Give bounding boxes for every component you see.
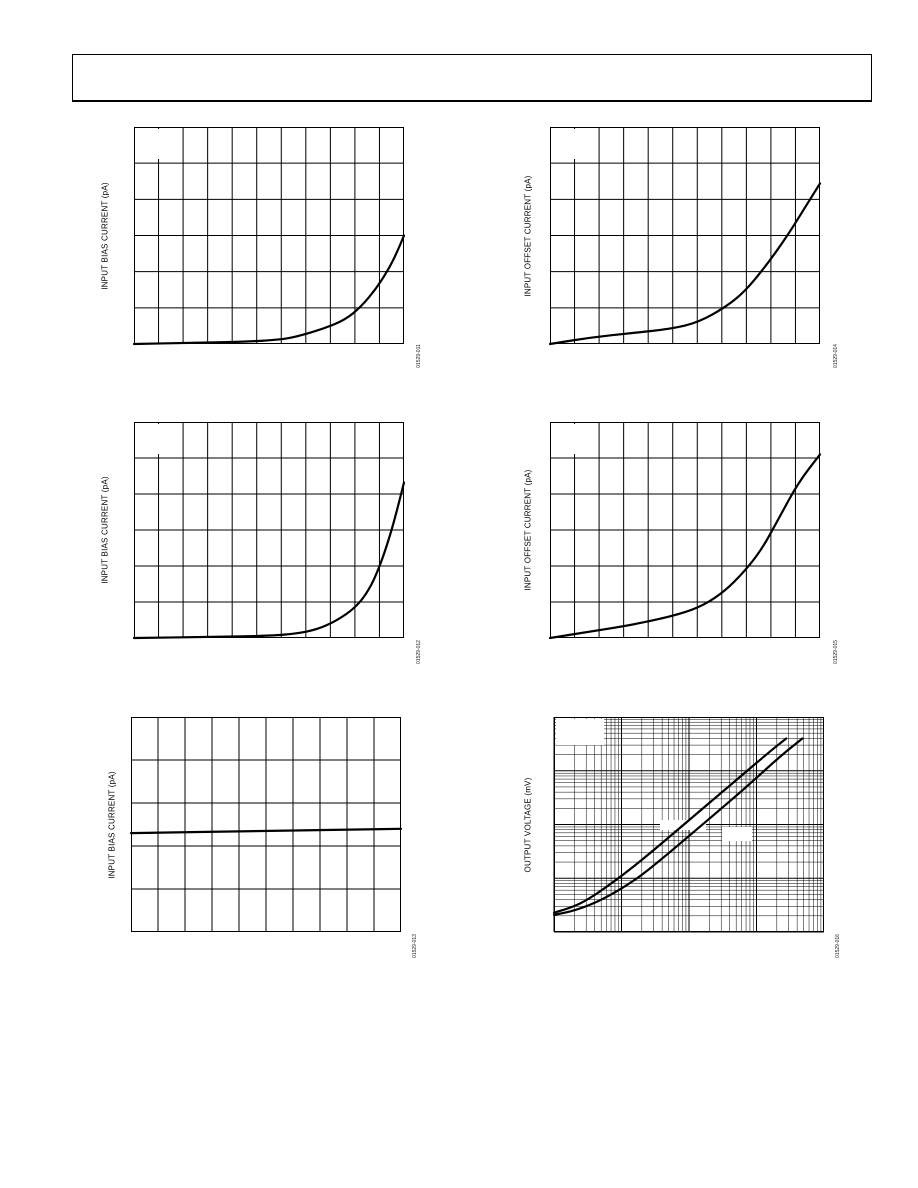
- legend-box: [552, 424, 576, 454]
- y-axis-label: INPUT OFFSET CURRENT (pA): [523, 175, 533, 297]
- y-axis-label: INPUT OFFSET CURRENT (pA): [523, 469, 533, 591]
- legend-box: [552, 129, 576, 159]
- figure-id: 01529-011: [416, 344, 422, 368]
- figure-id: 01529-015: [833, 640, 839, 664]
- chart-plot-5: [131, 717, 401, 932]
- series-line-1: [550, 183, 820, 344]
- series-line-1: [134, 236, 404, 345]
- chart-plot-3: [134, 422, 404, 638]
- legend-box: [722, 827, 752, 841]
- chart-plot-4: [550, 422, 820, 638]
- y-axis-label: INPUT BIAS CURRENT (pA): [100, 476, 110, 584]
- legend-box: [133, 719, 157, 749]
- series-line-1: [134, 482, 404, 638]
- y-axis-label: INPUT BIAS CURRENT (pA): [107, 771, 117, 879]
- figure-id: 01529-016: [835, 934, 841, 958]
- figure-id: 01529-014: [833, 344, 839, 368]
- y-axis-label: INPUT BIAS CURRENT (pA): [100, 182, 110, 290]
- y-axis-label: OUTPUT VOLTAGE (mV): [523, 777, 533, 873]
- legend-box: [556, 719, 604, 745]
- chart-plot-1: [134, 127, 404, 344]
- chart-plot-6: [554, 717, 824, 932]
- chart-plot-2: [550, 127, 820, 344]
- page-header-box: [72, 54, 872, 102]
- legend-box: [136, 129, 160, 159]
- figure-id: 01529-012: [416, 640, 422, 664]
- series-line-1: [550, 454, 820, 638]
- legend-box: [136, 424, 160, 454]
- figure-id: 01529-013: [412, 934, 418, 958]
